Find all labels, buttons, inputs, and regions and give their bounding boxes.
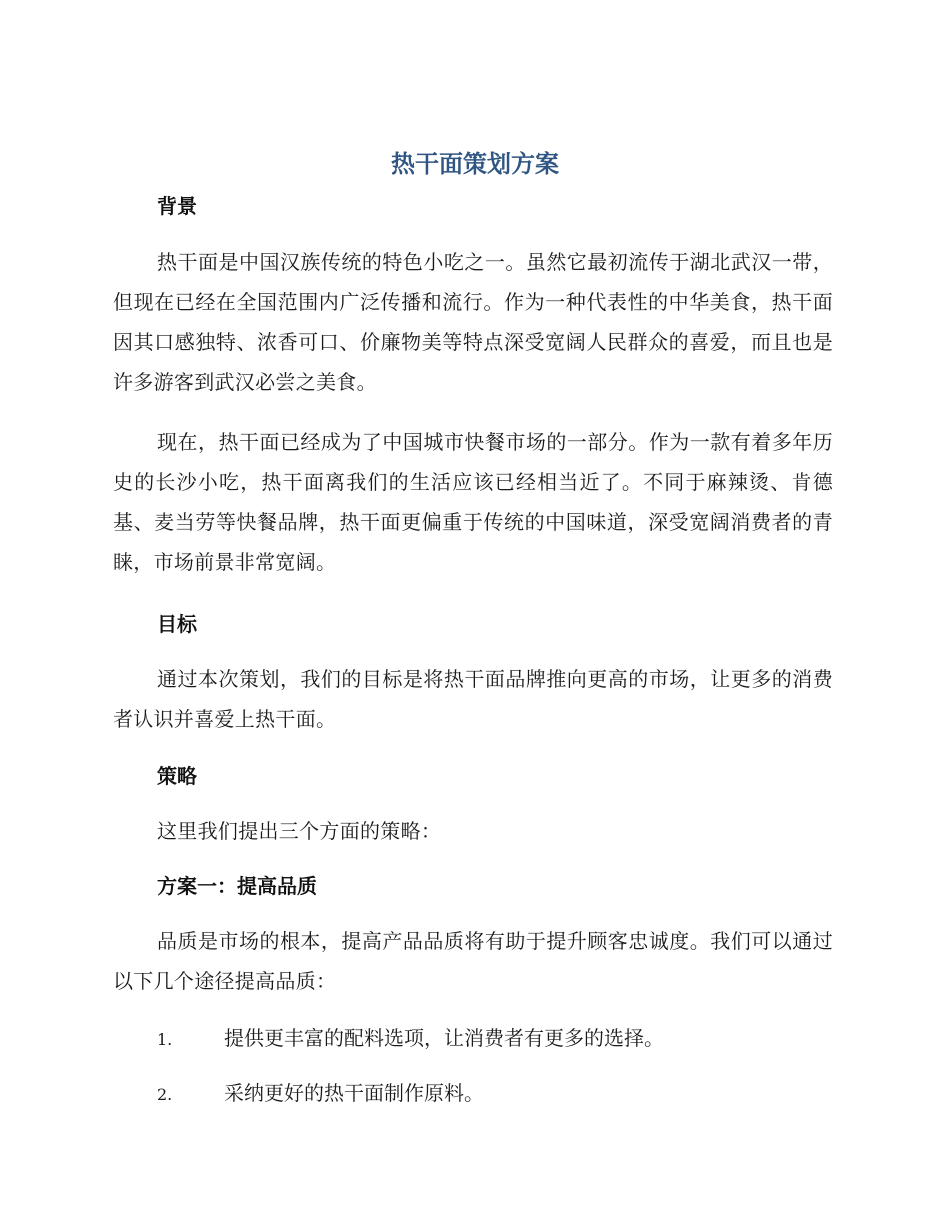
paragraph-strategy-intro: 这里我们提出三个方面的策略： xyxy=(157,819,442,843)
paragraph-background-2: 现在，热干面已经成为了中国城市快餐市场的一部分。作为一款有着多年历史的长沙小吃，热干面离我们的生活应该已经相当近了。不同于麻辣烫、肯德基、麦当劳等快餐品牌，热干面更偏重于传统的中国味道，深受宽阔消费者的青睐，市场前景非常宽阔。 xyxy=(113,430,833,574)
heading-goal: 目标 xyxy=(157,612,197,636)
paragraph-goal: 通过本次策划，我们的目标是将热干面品牌推向更高的市场，让更多的消费者认识并喜爱上热干面。 xyxy=(113,667,833,731)
heading-plan-1: 方案一：提高品质 xyxy=(157,874,317,898)
list-item-text: 提供更丰富的配料选项，让消费者有更多的选择。 xyxy=(224,1026,664,1050)
list-item xyxy=(157,1023,833,1055)
list-item xyxy=(157,1078,833,1110)
heading-strategy: 策略 xyxy=(157,764,197,788)
paragraph-background-1: 热干面是中国汉族传统的特色小吃之一。虽然它最初流传于湖北武汉一带，但现在已经在全国范围内广泛传播和流行。作为一种代表性的中华美食，热干面因其口感独特、浓香可口、价廉物美等特点深受宽阔人民群众的喜爱，而且也是许多游客到武汉必尝之美食。 xyxy=(113,250,833,394)
paragraph-plan-1: 品质是市场的根本，提高产品品质将有助于提升顾客忠诚度。我们可以通过以下几个途径提高品质： xyxy=(113,929,833,993)
list-item-text: 采纳更好的热干面制作原料。 xyxy=(224,1081,484,1105)
document-title: 热干面策划方案 xyxy=(391,150,559,178)
list-item-number: 2. xyxy=(157,1085,173,1104)
heading-background: 背景 xyxy=(157,194,197,218)
list-item-number: 1. xyxy=(157,1030,173,1049)
